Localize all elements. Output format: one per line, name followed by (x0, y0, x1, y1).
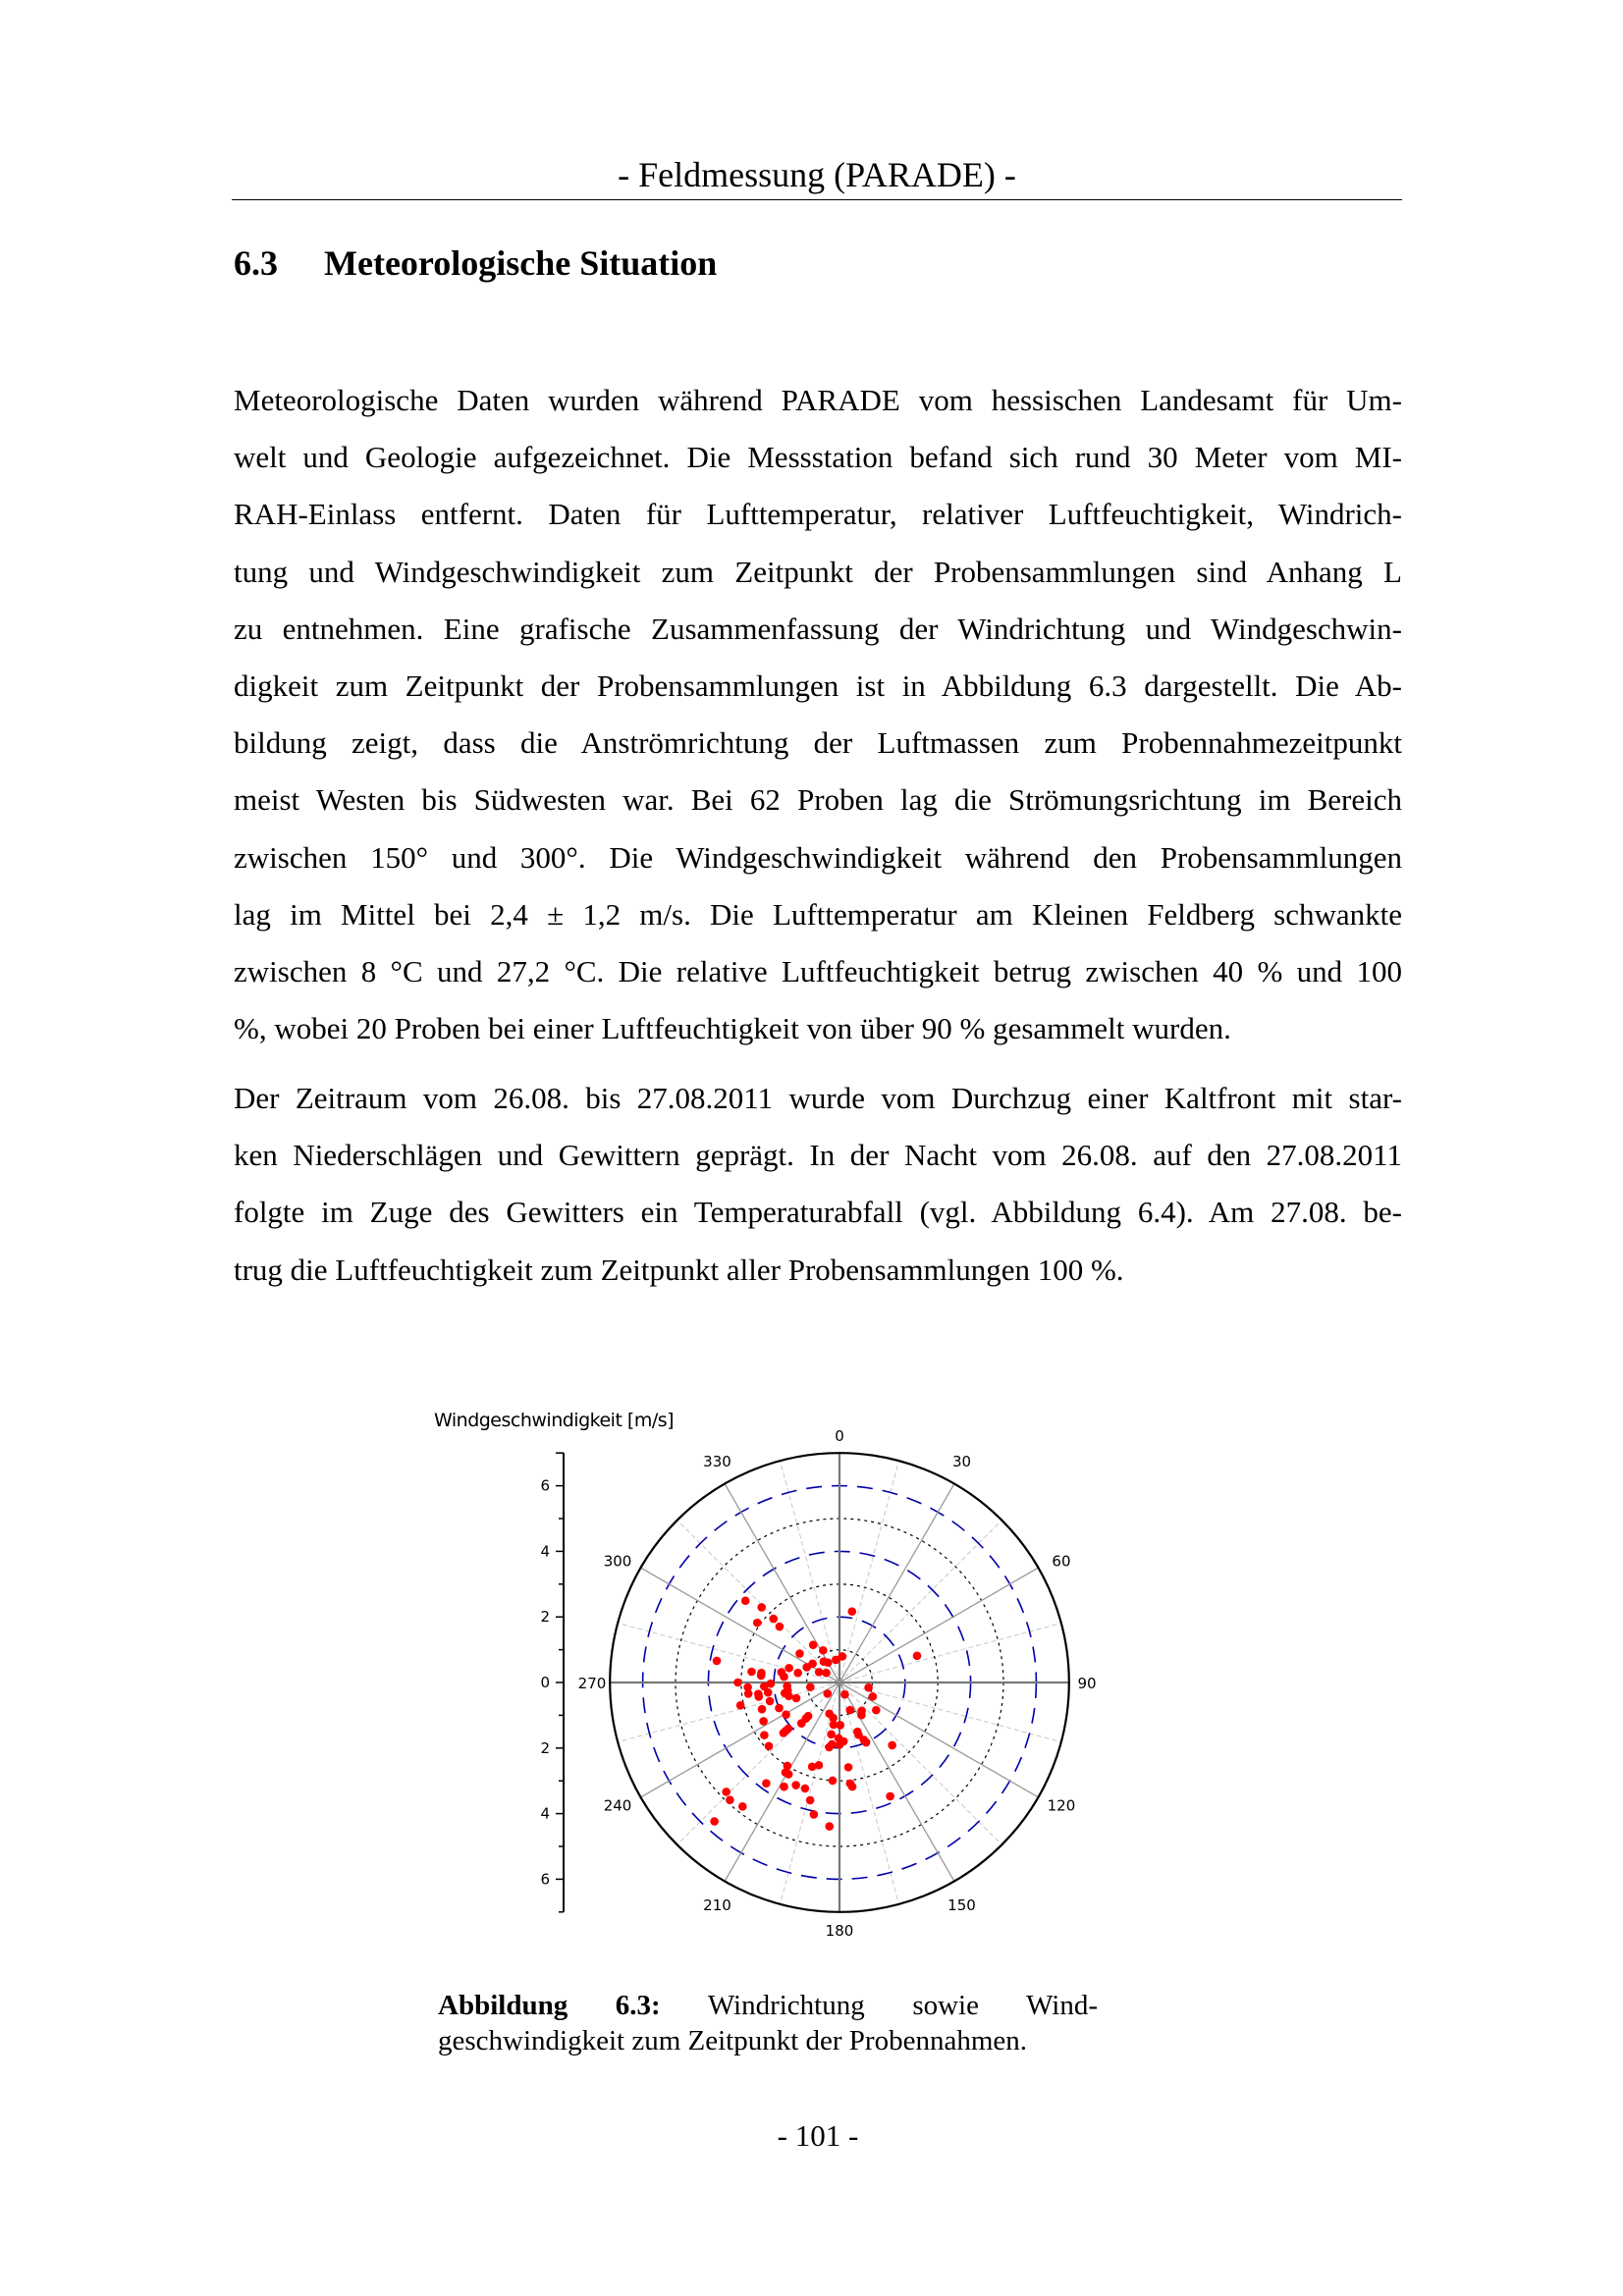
data-point (823, 1689, 832, 1698)
data-point (733, 1679, 742, 1687)
major-spoke (839, 1484, 954, 1682)
data-point (824, 1658, 833, 1667)
text-line: folgte im Zuge des Gewitters ein Temperaturabfall (vgl. Abbildung 6.4). Am 27.08. be- (234, 1195, 1402, 1230)
section-number: 6.3 (234, 243, 278, 283)
figure-caption (438, 1988, 1098, 2058)
radial-tick-label: 6 (540, 1870, 550, 1889)
data-point (825, 1822, 834, 1831)
radial-tick-label: 2 (540, 1738, 550, 1757)
data-point (829, 1777, 838, 1786)
angle-tick-label: 240 (603, 1796, 632, 1815)
text-line: trug die Luftfeuchtigkeit zum Zeitpunkt aller Probensammlungen 100 %. (234, 1252, 1124, 1287)
data-point (845, 1706, 854, 1715)
angle-tick-label: 270 (577, 1675, 607, 1692)
text-line: zu entnehmen. Eine grafische Zusammenfassung der Windrichtung und Windgeschwin- (234, 611, 1402, 646)
data-point (738, 1802, 747, 1811)
text-line: lag im Mittel bei 2,4 ± 1,2 m/s. Die Lufttemperatur am Kleinen Feldberg schwankte (234, 896, 1402, 932)
data-point (815, 1761, 824, 1770)
text-line: meist Westen bis Südwesten war. Bei 62 Proben lag die Strömungsrichtung im Bereich (234, 782, 1402, 818)
data-point (840, 1690, 849, 1699)
data-point (776, 1623, 784, 1631)
data-point (753, 1619, 762, 1628)
data-point (784, 1770, 793, 1779)
data-point (872, 1706, 881, 1715)
minor-spoke (839, 1461, 899, 1682)
data-point (736, 1701, 745, 1710)
angle-tick-label: 210 (703, 1896, 731, 1914)
minor-spoke (839, 1623, 1061, 1682)
data-point (836, 1721, 844, 1730)
text-line: bildung zeigt, dass die Anströmrichtung der Luftmassen zum Probennahmezeitpunkt (234, 725, 1402, 761)
angle-tick-label: 60 (1052, 1552, 1071, 1571)
radial-tick-label: 4 (540, 1804, 550, 1823)
data-point (913, 1652, 922, 1661)
text-line: RAH-Einlass entfernt. Daten für Lufttemperatur, relativer Luftfeuchtigkeit, Windrich- (234, 497, 1402, 532)
major-spoke (839, 1682, 954, 1881)
minor-spoke (839, 1682, 1001, 1844)
data-point (838, 1652, 846, 1661)
caption-label: Abbildung 6.3: (438, 1990, 661, 2021)
angle-tick-label: 120 (1047, 1796, 1076, 1815)
radial-tick-label: 2 (540, 1608, 550, 1627)
major-spoke (641, 1682, 839, 1797)
minor-spoke (618, 1623, 839, 1682)
major-spoke (839, 1568, 1038, 1682)
text-line: zwischen 8 °C und 27,2 °C. Die relative Luftfeuchtigkeit betrug zwischen 40 % und 100 (234, 953, 1402, 988)
data-point (782, 1710, 790, 1719)
angle-tick-label: 30 (951, 1453, 972, 1471)
data-point (793, 1669, 802, 1678)
text-line: %, wobei 20 Proben bei einer Luftfeuchtigkeit von über 90 % gesammelt wurden. (234, 1011, 1231, 1046)
data-point (886, 1792, 894, 1801)
data-point (869, 1692, 878, 1701)
data-point (757, 1669, 766, 1678)
text-line: Der Zeitraum vom 26.08. bis 27.08.2011 wurde vom Durchzug einer Kaltfront mit star- (234, 1081, 1402, 1115)
paragraph-2 (234, 1070, 1402, 1299)
data-point (810, 1810, 819, 1819)
angle-tick-label: 0 (835, 1427, 844, 1445)
data-point (780, 1783, 788, 1791)
data-point (775, 1704, 784, 1713)
data-point (806, 1796, 815, 1805)
data-point (765, 1742, 774, 1751)
data-point (784, 1664, 793, 1673)
minor-spoke (677, 1521, 839, 1682)
minor-spoke (618, 1682, 839, 1742)
data-point (780, 1673, 788, 1682)
text-line: welt und Geologie aufgezeichnet. Die Messstation befand sich rund 30 Meter vom MI- (234, 440, 1402, 475)
data-point (888, 1741, 896, 1750)
data-point (822, 1669, 831, 1678)
data-point (766, 1697, 775, 1706)
data-point (791, 1781, 800, 1789)
radial-tick-label: 4 (540, 1542, 550, 1561)
angle-tick-label: 330 (703, 1453, 731, 1471)
data-point (847, 1607, 856, 1616)
wind-polar-chart (422, 1394, 1109, 1963)
data-point (836, 1740, 844, 1749)
data-point (722, 1788, 730, 1796)
data-point (848, 1783, 857, 1791)
radial-axis-title: Windgeschwindigkeit [m/s] (434, 1410, 675, 1431)
data-point (784, 1686, 792, 1695)
angle-tick-label: 90 (1077, 1675, 1097, 1692)
minor-spoke (839, 1521, 1001, 1682)
data-point (795, 1649, 804, 1658)
section-heading (234, 241, 717, 285)
data-point (760, 1731, 769, 1739)
data-point (762, 1779, 771, 1788)
page-number: - 101 - (777, 2118, 859, 2153)
data-point (864, 1683, 873, 1692)
data-point (825, 1743, 834, 1752)
paragraph-1 (234, 372, 1402, 1057)
data-point (754, 1692, 763, 1701)
data-point (713, 1657, 722, 1666)
data-point (801, 1785, 810, 1793)
radial-tick-label: 6 (540, 1476, 550, 1495)
section-title: Meteorologische Situation (324, 243, 718, 283)
data-point (759, 1717, 768, 1726)
data-point (802, 1663, 811, 1672)
data-point (819, 1646, 828, 1655)
running-header: - Feldmessung (PARADE) - (618, 155, 1016, 194)
angle-tick-label: 300 (603, 1552, 632, 1571)
data-point (764, 1688, 773, 1697)
data-point (827, 1730, 836, 1738)
data-point (726, 1795, 734, 1804)
radial-tick-label: 0 (540, 1674, 550, 1691)
data-point (797, 1719, 806, 1728)
major-spoke (725, 1682, 839, 1881)
minor-spoke (780, 1461, 839, 1682)
data-point (792, 1694, 801, 1703)
data-point (806, 1682, 815, 1691)
data-point (757, 1603, 766, 1612)
text-line: Meteorologische Daten wurden während PARADE vom hessischen Landesamt für Um- (234, 383, 1402, 417)
data-point (744, 1689, 753, 1698)
data-point (758, 1705, 767, 1714)
data-point (815, 1668, 824, 1677)
caption-text-2: geschwindigkeit zum Zeitpunkt der Probennahmen. (438, 2025, 1027, 2056)
data-point (747, 1668, 756, 1677)
angle-tick-label: 150 (947, 1896, 976, 1914)
angle-tick-label: 180 (825, 1922, 854, 1940)
data-point (769, 1615, 778, 1624)
text-line: ken Niederschlägen und Gewittern geprägt. In der Nacht vom 26.08. auf den 27.08.2011 (234, 1138, 1402, 1173)
text-line: digkeit zum Zeitpunkt der Probensammlungen ist in Abbildung 6.3 dargestellt. Die Ab- (234, 667, 1402, 703)
data-point (780, 1729, 788, 1737)
header-rule (232, 199, 1402, 200)
text-line: zwischen 150° und 300°. Die Windgeschwindigkeit während den Probensammlungen (234, 839, 1402, 875)
caption-text-1: Windrichtung sowie Wind- (707, 1990, 1098, 2021)
data-point (857, 1711, 866, 1720)
data-point (710, 1817, 719, 1826)
data-point (844, 1763, 853, 1772)
data-point (741, 1596, 750, 1605)
data-point (809, 1640, 818, 1649)
data-point (862, 1738, 871, 1747)
text-line: tung und Windgeschwindigkeit zum Zeitpunkt der Probensammlungen sind Anhang L (234, 554, 1402, 589)
